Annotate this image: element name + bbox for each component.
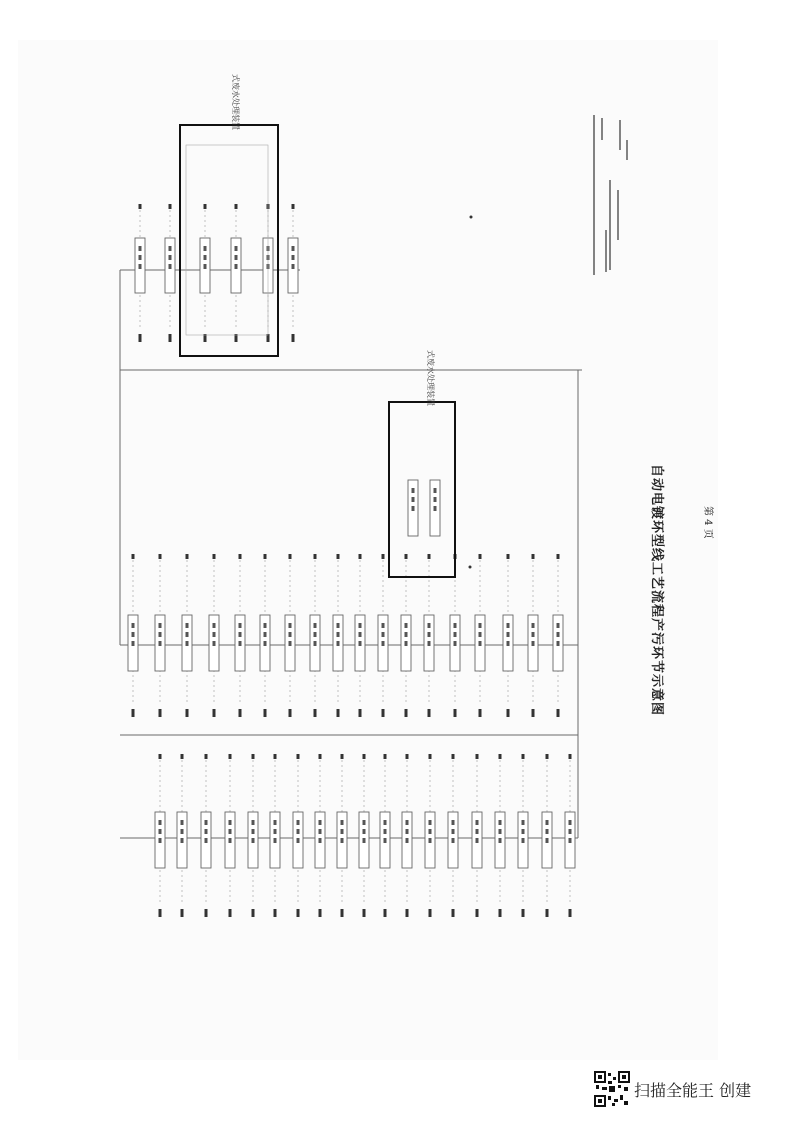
page-number: 第 4 页 [702, 506, 713, 539]
qr-code-icon [594, 1071, 630, 1107]
legend-block [594, 115, 627, 275]
watermark-text: 扫描全能王 创建 [634, 1080, 752, 1100]
process-row-upper [128, 480, 563, 717]
box-label-top: 式废水处理装置 [231, 74, 240, 130]
scanner-watermark [594, 1068, 784, 1110]
document-title: 自动电镀环型线工艺流程产污环节示意图 [649, 464, 664, 717]
wastewater-treatment-box-middle [389, 402, 455, 577]
box-label-middle: 式废水处理装置 [426, 350, 435, 406]
process-row-lower [155, 754, 575, 917]
process-row-top [135, 204, 298, 342]
